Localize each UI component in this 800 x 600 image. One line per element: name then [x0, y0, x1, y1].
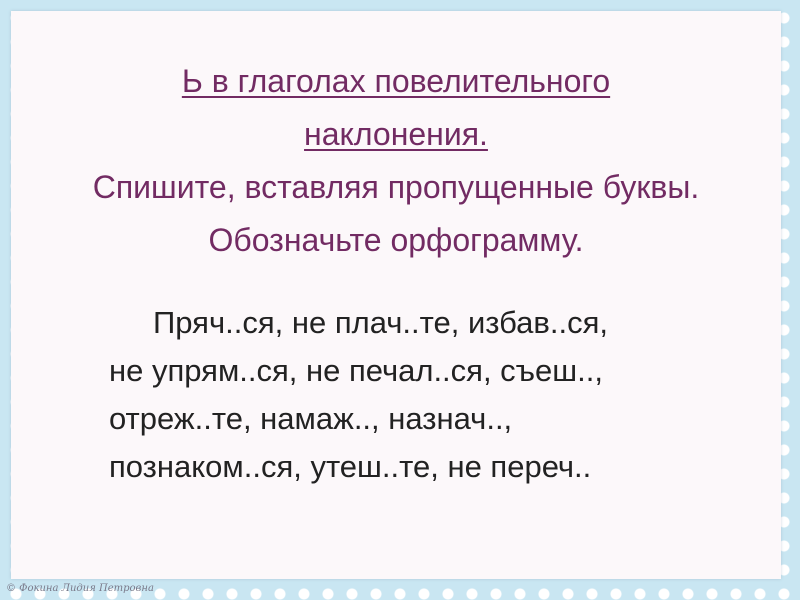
title-line-1: Ь в глаголах повелительного: [181, 63, 611, 99]
slide-heading: [31, 55, 761, 267]
instruction-line-2: Обозначьте орфограмму.: [208, 222, 584, 258]
title-line-2: наклонения.: [304, 116, 488, 152]
exercise-text: [109, 299, 769, 491]
exercise-line: Пряч..ся, не плач..те, избав..ся,: [153, 305, 609, 340]
exercise-line: познаком..ся, утеш..те, не переч..: [109, 449, 592, 484]
exercise-line: отреж..те, намаж.., назнач..,: [109, 401, 513, 436]
copyright-note: © Фокина Лидия Петровна: [6, 583, 154, 594]
exercise-line: не упрям..ся, не печал..ся, съеш..,: [109, 353, 604, 388]
instruction-line-1: Спишите, вставляя пропущенные буквы.: [92, 169, 700, 205]
slide: [11, 11, 781, 579]
